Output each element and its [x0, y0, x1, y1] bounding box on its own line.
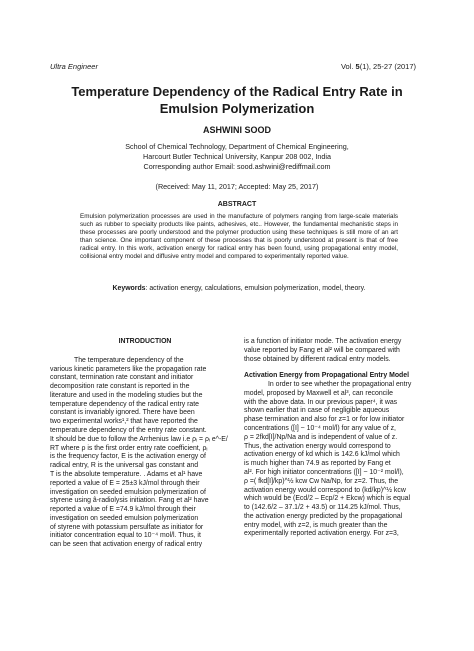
text-line: is a function of initiator mode. The activation energy — [244, 338, 402, 345]
text-line: initiator concentration equal to 10⁻⁴ mol/l. Thus, it — [50, 532, 201, 540]
received-accepted-dates: (Received: May 11, 2017; Accepted: May 25, 2017) — [155, 182, 319, 191]
text-line: radical entry, R is the universal gas constant and — [50, 462, 199, 470]
text-line: is the frequency factor, E is the activation energy of — [50, 453, 206, 461]
text-line: RT where ρ is the first order entry rate coefficient, ρᵢ — [50, 444, 208, 452]
introduction-heading: INTRODUCTION — [118, 338, 172, 345]
text-line: literature and used in the modeling studies but the — [50, 391, 203, 399]
text-line: of styrene with potassium persulfate as initiator for — [50, 523, 204, 531]
text-line: ρ = 2fkd[I]/Np/Na and is independent of value of z. — [244, 433, 398, 441]
text-line: T is the absolute temperature. . Adams et al¹ have — [50, 470, 203, 478]
keywords-label: Keywords — [112, 285, 146, 292]
right-column-intro — [244, 338, 432, 364]
left-column — [50, 338, 240, 550]
text-line: activation energy would correspond to (kd/kp)^½ kcw — [244, 486, 406, 494]
text-line: is much higher than 74.9 as reported by Fang et — [244, 460, 391, 468]
text-line: value reported by Fang et al² will be compared with — [244, 346, 400, 354]
text-line: entry model, with z=2, is much greater than the — [244, 521, 388, 529]
text-line: ρ =( fkd[I]/kp)^½ kcw Cw Na/Np, for z=2. Thus, the — [244, 477, 399, 485]
volume-rest: (1), 25-27 (2017) — [359, 62, 416, 71]
journal-name: Ultra Engineer — [50, 62, 98, 71]
keywords-text: : activation energy, calculations, emulsion polymerization, model, theory. — [145, 285, 366, 292]
text-line: which would be (Ecd/2 – Ecp/2 + Ekcw) which is equal — [244, 495, 411, 503]
text-line: phase termination and also for z=1 or for low initiator — [244, 416, 405, 424]
propagational-model-heading: Activation Energy from Propagational Entry Model — [244, 372, 410, 380]
text-line: Thus, the activation energy would correspond to — [244, 442, 391, 450]
affiliation-line: School of Chemical Technology, Department of Chemical Engineering, — [125, 142, 349, 151]
text-line: the activation energy predicted by the propagational — [244, 512, 403, 520]
right-column — [244, 338, 432, 539]
text-line: constant is invariably ignored. There have been — [50, 409, 195, 417]
text-line: shown earlier that in case of negligible aqueous — [244, 407, 390, 415]
text-line: model, proposed by Maxwell et al³, can reconcile — [244, 389, 393, 397]
text-line: activation energy of kd which is 142.6 kJ/mol which — [244, 451, 400, 459]
text-line: al². For high initiator concentrations ([I] ~ 10⁻² mol/l), — [244, 468, 404, 476]
propagational-model-body — [244, 381, 432, 539]
text-line: various kinetic parameters like the propagation rate — [50, 365, 207, 373]
keywords — [80, 284, 398, 293]
text-line: experimentally reported activation energy. For z=3, — [244, 530, 399, 538]
text-line: can be seen that activation energy of radical entry — [50, 541, 203, 549]
author-name: ASHWINI SOOD — [202, 125, 271, 135]
text-line: It should be due to follow the Arrhenius law i.e ρᵢ = ρᵢ e^-E/ — [50, 435, 228, 443]
corresponding-email: Corresponding author Email: sood.ashwini@rediffmail.com — [143, 162, 331, 171]
text-line: concentrations ([I] ~ 10⁻⁴ mol/l) for any value of z, — [244, 425, 396, 433]
text-line: with the above data. In our previous paper⁴, it was — [244, 398, 398, 406]
text-line: those obtained by different radical entry models. — [244, 355, 391, 363]
text-line: The temperature dependency of the — [74, 356, 184, 364]
volume-number: 5 — [355, 62, 360, 71]
volume-info — [341, 62, 416, 71]
volume-prefix: Vol. — [340, 62, 356, 71]
text-line: temperature dependency of the entry rate constant. — [50, 427, 207, 435]
text-line: to (142.6/2 – 37.1/2 + 43.5) or 114.25 kJ/mol. Thus, — [244, 504, 401, 512]
text-line: two experimental works¹,² that have reported the — [50, 418, 198, 426]
text-line: reported a value of E =74.9 kJ/mol through their — [50, 506, 196, 514]
abstract-heading: ABSTRACT — [217, 201, 257, 208]
text-line: reported a value of E = 25±3 kJ/mol through their — [50, 479, 200, 487]
abstract-text: Emulsion polymerization processes are used in the manufacture of polymers ranging from large-scale materials such as rubber to specialty products like paints, adhesives, etc.. However, the fundamental mechanistic steps in these processes are poorly understood and the polymer production using these techniques is still more of an art than science. One important component of these processes that is poorly understood at present is that of free radical entry. In this work, activation energy for radical entry has been found, using propagational entry model, collisional entry model and diffusive entry model and compared to experimentally reported value. — [80, 213, 398, 261]
text-line: styrene using â-radiolysis initiation. Fang et al² have — [50, 497, 209, 505]
paper-title: Temperature Dependency of the Radical Entry Rate in Emulsion Polymerization — [71, 84, 403, 116]
text-line: temperature dependency of the radical entry rate — [50, 400, 200, 408]
text-line: constant, termination rate constant and initiator — [50, 374, 194, 382]
text-line: investigation on seeded emulsion polymerization of — [50, 488, 206, 496]
affiliation-block — [60, 142, 414, 172]
introduction-body — [50, 357, 240, 550]
text-line: decomposition rate constant is reported in the — [50, 383, 190, 391]
text-line: In order to see whether the propagational entry — [268, 381, 412, 389]
affiliation-line: Harcourt Butler Technical University, Kanpur 208 002, India — [143, 152, 331, 161]
text-line: investigation on seeded emulsion polymerization — [50, 514, 199, 522]
